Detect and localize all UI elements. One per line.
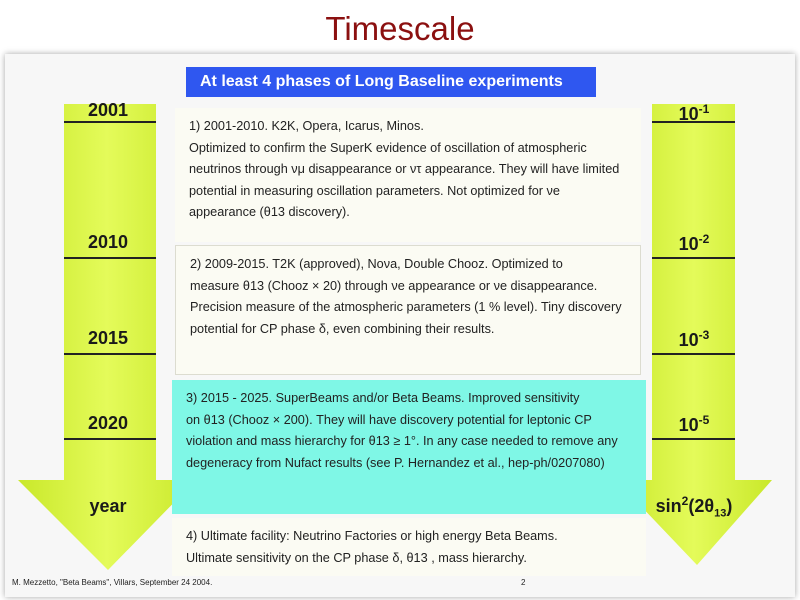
tick-line xyxy=(64,438,156,440)
phase-heading: 4) Ultimate facility: Neutrino Factories or high energy Beta Beams. xyxy=(186,529,558,543)
phase-body: Ultimate sensitivity on the CP phase δ, θ13 , mass hierarchy. xyxy=(186,550,527,565)
phase-4-box xyxy=(172,518,646,576)
year-label: 2020 xyxy=(87,413,129,433)
tick-line xyxy=(64,121,156,123)
phase-body: on θ13 (Chooz × 200). They will have discovery potential for leptonic CP violation and mass hierarchy for θ13 ≥ 1°. In any case needed to remove any degeneracy from Nufact results (see P. Hernandez et al., hep-ph/0207080) xyxy=(186,412,618,470)
phase-1-box xyxy=(175,108,641,242)
sensitivity-axis-label: $\sin^2(2\theta_{13})$ xyxy=(655,494,733,520)
tick-line xyxy=(652,353,735,355)
sensitivity-label: $10^{-1}$ xyxy=(678,102,710,124)
tick-line xyxy=(64,257,156,259)
year-label: 2015 xyxy=(87,328,129,348)
year-label: 2001 xyxy=(87,100,129,120)
phase-heading: 1) 2001-2010. K2K, Opera, Icarus, Minos. xyxy=(189,119,424,133)
tick-line xyxy=(652,257,735,259)
phase-body: Optimized to confirm the SuperK evidence of oscillation of atmospheric neutrinos through νμ disappearance or ντ appearance. They will have limited potential in measuring oscillation parameters. Not optimized for νe appearance (θ13 discovery). xyxy=(189,140,620,220)
phase-body: measure θ13 (Chooz × 20) through νe appearance or νe disappearance. Precision measure of the atmospheric parameters (1 % level). Tiny discovery potential for CP phase δ, even combining their results. xyxy=(190,278,622,336)
year-axis-label: year xyxy=(89,496,127,516)
phase-heading: 3) 2015 - 2025. SuperBeams and/or Beta Beams. Improved sensitivity xyxy=(186,391,580,405)
phases-header: At least 4 phases of Long Baseline experiments xyxy=(186,67,596,97)
footer-page-number: 2 xyxy=(521,578,526,587)
sensitivity-label: $10^{-3}$ xyxy=(678,328,710,350)
phase-heading: 2) 2009-2015. T2K (approved), Noνa, Double Chooz. Optimized to xyxy=(190,257,563,271)
sensitivity-label: $10^{-5}$ xyxy=(678,413,710,435)
phase-3-box xyxy=(172,380,646,514)
tick-line xyxy=(64,353,156,355)
sensitivity-label: $10^{-2}$ xyxy=(678,232,710,254)
footer-credit: M. Mezzetto, "Beta Beams", Villars, September 24 2004. xyxy=(12,578,213,587)
phase-2-box xyxy=(175,245,641,375)
year-label: 2010 xyxy=(87,232,129,252)
tick-line xyxy=(652,438,735,440)
page-title: Timescale xyxy=(325,10,475,47)
